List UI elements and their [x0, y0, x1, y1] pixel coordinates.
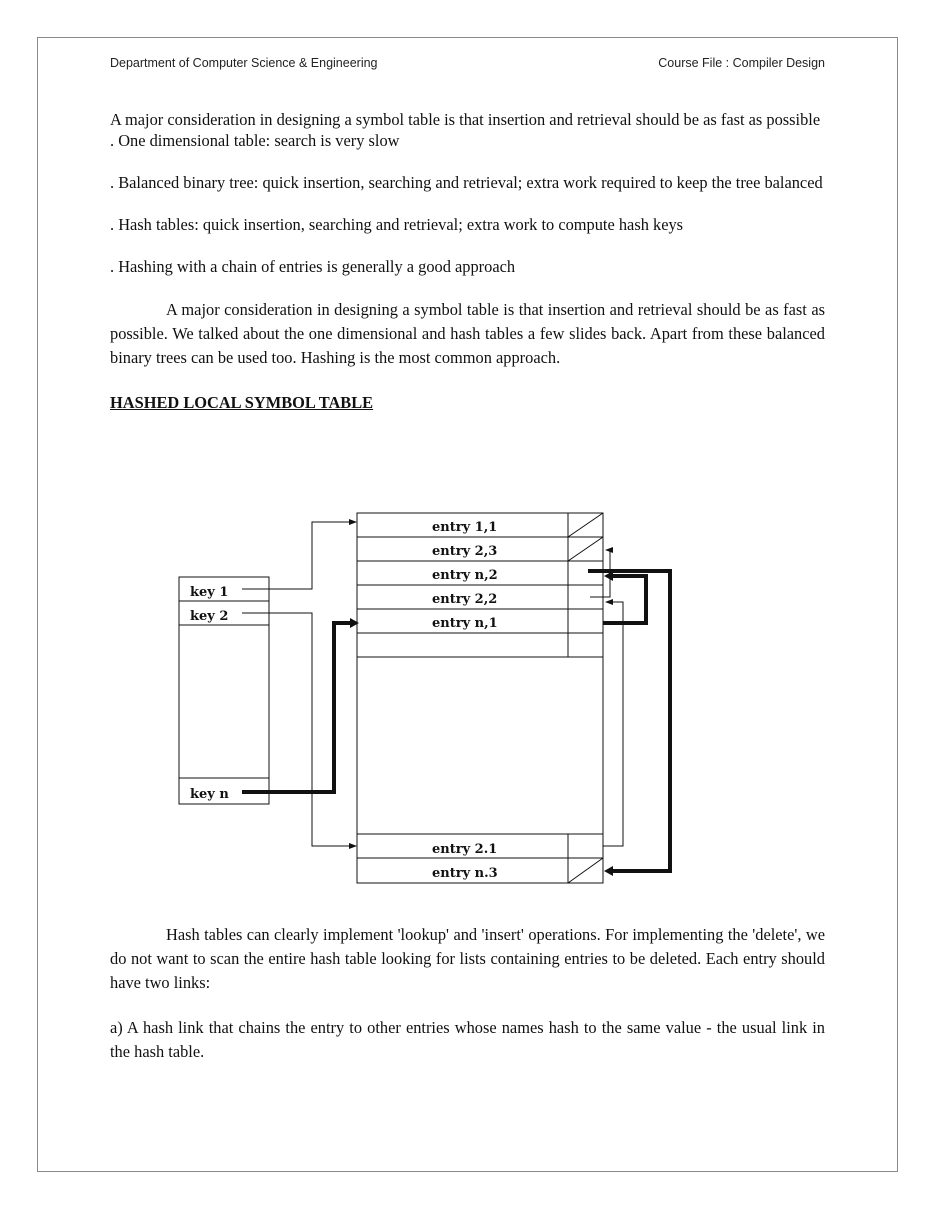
entry-label: entry n,2: [432, 568, 498, 583]
content-after-diagram: [110, 923, 825, 1064]
hashed-symbol-table-diagram: [170, 500, 690, 900]
entry-label: entry 2.1: [432, 842, 498, 857]
paragraph-intro: A major consideration in designing a symbol table is that insertion and retrieval should be as fast as possible: [110, 110, 821, 129]
entry-label: entry n.3: [432, 866, 498, 881]
header-course: Course File : Compiler Design: [658, 56, 825, 70]
section-heading: HASHED LOCAL SYMBOL TABLE: [110, 393, 374, 412]
main-content: [110, 109, 825, 413]
paragraph-discussion: A major consideration in designing a symbol table is that insertion and retrieval should be as fast as possible. We talked about the one dimensional and hash tables a few slides back. Apart from these balanced binary trees can be used too. Hashing is the most common approach.: [110, 300, 825, 367]
bullet-hashing-chain: . Hashing with a chain of entries is generally a good approach: [110, 257, 516, 276]
entry-label: entry 2,3: [432, 544, 498, 559]
key-label: key 2: [190, 609, 229, 624]
bullet-balanced-tree: . Balanced binary tree: quick insertion, searching and retrieval; extra work required to keep the tree balanced: [110, 173, 823, 192]
bullet-hash-tables: . Hash tables: quick insertion, searching and retrieval; extra work to compute hash keys: [110, 215, 684, 234]
paragraph-hash-link: a) A hash link that chains the entry to other entries whose names hash to the same value - the usual link in the hash table.: [110, 1018, 825, 1061]
bullet-one-dimensional: . One dimensional table: search is very slow: [110, 131, 400, 150]
header-department: Department of Computer Science & Engineering: [110, 56, 378, 70]
entry-label: entry 1,1: [432, 520, 498, 535]
entry-label: entry n,1: [432, 616, 498, 631]
key-label: key 1: [190, 585, 229, 600]
paragraph-hash-operations: Hash tables can clearly implement 'lookup' and 'insert' operations. For implementing the 'delete', we do not want to scan the entire hash table looking for lists containing entries to be deleted. Each entry should have two links:: [110, 925, 825, 992]
entry-label: entry 2,2: [432, 592, 498, 607]
key-label: key n: [190, 787, 229, 802]
